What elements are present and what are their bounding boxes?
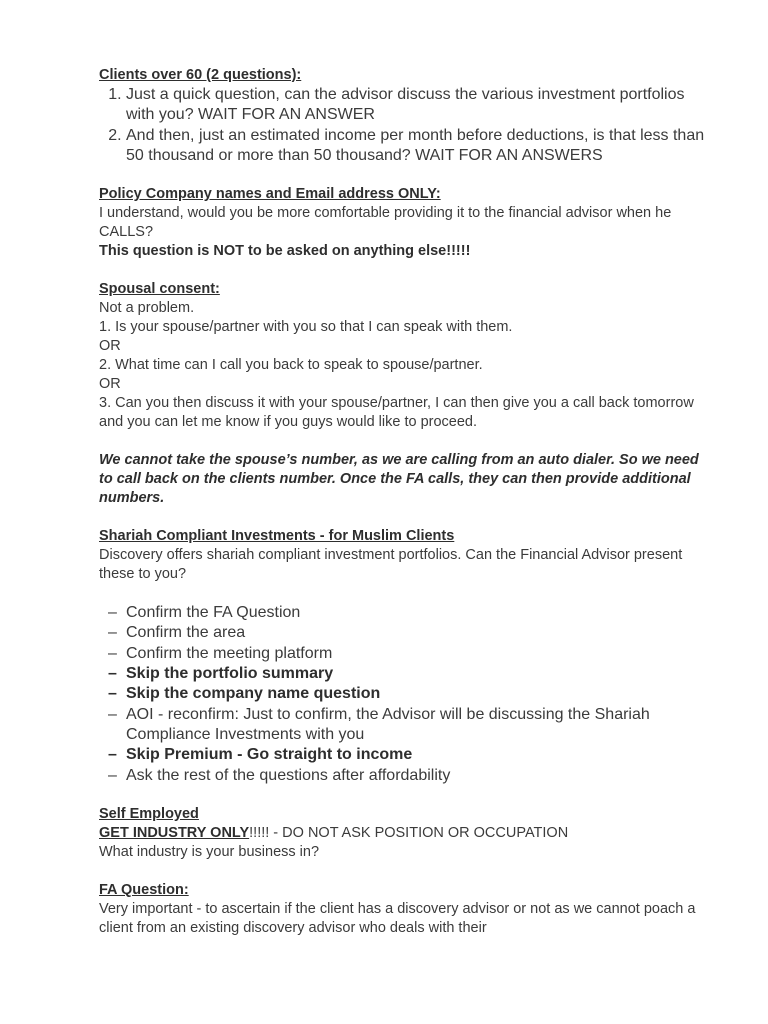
dash-bullet: – xyxy=(108,604,117,622)
spacer xyxy=(99,584,708,603)
list-item xyxy=(99,766,708,786)
list-item xyxy=(99,623,708,643)
spacer xyxy=(99,508,708,527)
spacer xyxy=(99,432,708,451)
step-text: Confirm the area xyxy=(126,624,246,642)
spacer xyxy=(99,166,708,185)
spousal-line: Not a problem. xyxy=(99,300,195,317)
step-text: AOI - reconfirm: Just to confirm, the Advisor will be discussing the Shariah Compliance Investments with you xyxy=(126,705,650,743)
step-text: Confirm the meeting platform xyxy=(126,644,333,662)
section-heading-fa-question: FA Question: xyxy=(99,881,189,898)
dash-bullet: – xyxy=(108,746,117,764)
spousal-line: 1. Is your spouse/partner with you so that I can speak with them. xyxy=(99,319,513,336)
self-employed-instruction xyxy=(99,824,708,843)
list-item xyxy=(99,745,708,765)
shariah-steps-list xyxy=(99,603,708,786)
section-heading-spousal-consent: Spousal consent: xyxy=(99,281,220,298)
industry-only-label: GET INDUSTRY ONLY xyxy=(99,824,250,841)
shariah-text: Discovery offers shariah compliant investment portfolios. Can the Financial Advisor present these to you? xyxy=(99,547,683,583)
list-item xyxy=(99,705,708,746)
dash-bullet: – xyxy=(108,766,117,784)
spousal-line: 2. What time can I call you back to speak to spouse/partner. xyxy=(99,357,483,374)
spousal-line: OR xyxy=(99,376,121,393)
step-text: Skip the company name question xyxy=(126,685,381,703)
list-item xyxy=(99,603,708,623)
list-item: 1. Just a quick question, can the advisor discuss the various investment portfolios with you? WAIT FOR AN ANSWER xyxy=(126,85,708,126)
spousal-line: 3. Can you then discuss it with your spouse/partner, I can then give you a call back tomorrow and you can let me know if you guys would like to proceed. xyxy=(99,395,694,431)
section-heading-self-employed: Self Employed xyxy=(99,805,199,822)
dash-bullet: – xyxy=(108,644,117,662)
spacer xyxy=(99,786,708,805)
clients-over-60-list xyxy=(99,85,708,166)
step-text: Skip Premium - Go straight to income xyxy=(126,746,413,764)
fa-question-text: Very important - to ascertain if the client has a discovery advisor or not as we cannot poach a client from an existing discovery advisor who deals with their xyxy=(99,900,696,936)
list-item xyxy=(99,664,708,684)
step-text: Skip the portfolio summary xyxy=(126,665,334,683)
section-heading-shariah: Shariah Compliant Investments - for Muslim Clients xyxy=(99,528,455,545)
list-item: 2. And then, just an estimated income per month before deductions, is that less than 50 thousand or more than 50 thousand? WAIT FOR AN ANSWERS xyxy=(126,126,708,167)
list-item xyxy=(99,684,708,704)
dash-bullet: – xyxy=(108,685,117,703)
instruction-rest: !!!!! - DO NOT ASK POSITION OR OCCUPATION xyxy=(249,824,569,841)
list-item xyxy=(99,644,708,664)
step-text: Confirm the FA Question xyxy=(126,604,301,622)
dash-bullet: – xyxy=(108,665,117,683)
dash-bullet: – xyxy=(108,624,117,642)
self-employed-question: What industry is your business in? xyxy=(99,843,320,860)
step-text: Ask the rest of the questions after affordability xyxy=(126,766,451,784)
policy-company-text: I understand, would you be more comfortable providing it to the financial advisor when he CALLS? xyxy=(99,205,672,241)
section-heading-policy-company: Policy Company names and Email address ONLY: xyxy=(99,186,441,203)
spousal-line: OR xyxy=(99,338,121,355)
spacer xyxy=(99,261,708,280)
spousal-note: We cannot take the spouse’s number, as we are calling from an auto dialer. So we need to call back on the clients number. Once the FA calls, they can then provide additional numbers. xyxy=(99,452,699,507)
dash-bullet: – xyxy=(108,705,117,723)
spacer xyxy=(99,862,708,881)
policy-company-warning: This question is NOT to be asked on anything else!!!!! xyxy=(99,243,471,260)
section-heading-clients-over-60: Clients over 60 (2 questions): xyxy=(99,67,302,83)
